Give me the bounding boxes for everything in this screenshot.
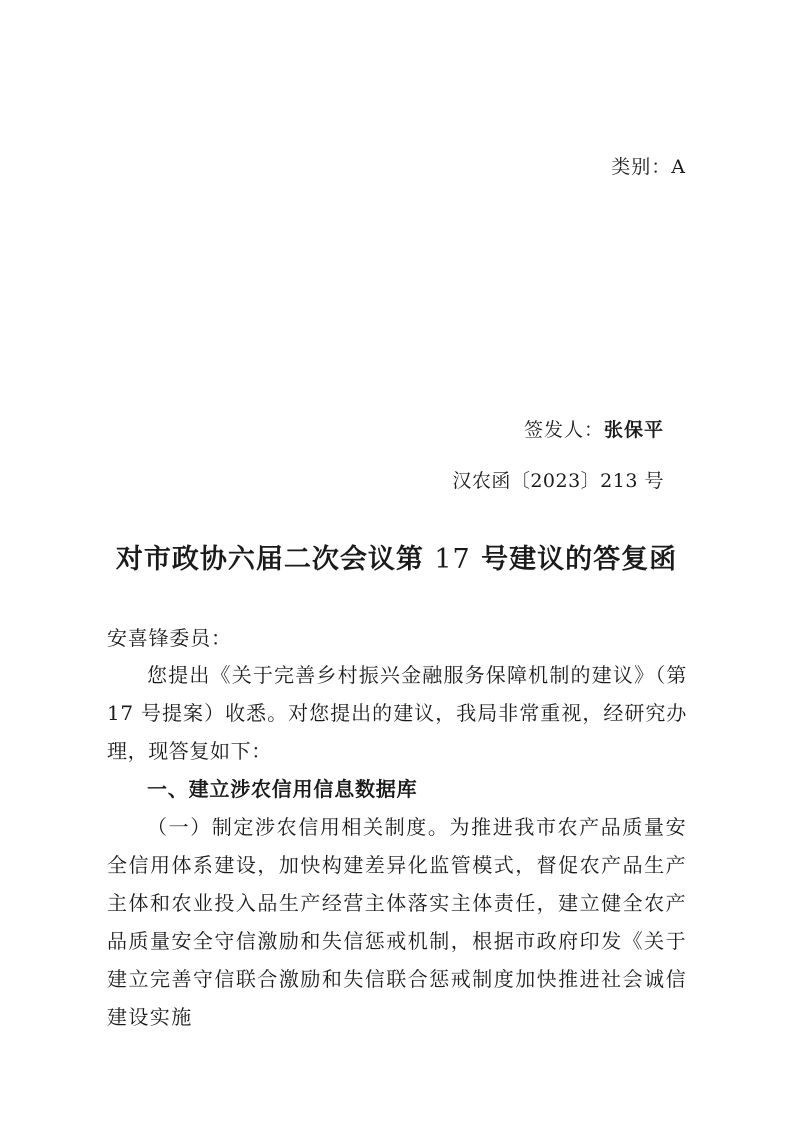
document-category: 类别：A (611, 156, 686, 178)
page-title (0, 537, 793, 576)
title-suffix: 号建议的答复函 (470, 544, 678, 575)
section-heading-1: 一、建立涉农信用信息数据库 (147, 777, 418, 801)
title-number: 17 (434, 544, 471, 575)
paragraph-intro: 您提出《关于完善乡村振兴金融服务保障机制的建议》（第 17 号提案）收悉。对您提出的建议，我局非常重视，经研究办理，现答复如下： (107, 663, 687, 763)
paragraph-section-1-1: （一）制定涉农信用相关制度。为推进我市农产品质量安全信用体系建设，加快构建差异化监管模式，督促农产品生产主体和农业投入品生产经营主体落实主体责任，建立健全农产品质量安全守信激励和失信惩戒机制，根据市政府印发《关于建立完善守信联合激励和失信联合惩戒制度加快推进社会诚信建设实施 (107, 815, 687, 1029)
salutation: 安喜锋委员： (107, 626, 232, 650)
document-number: 汉农函〔2023〕213 号 (452, 470, 664, 492)
signer-label: 签发人： (523, 419, 604, 441)
signer-name: 张保平 (603, 419, 664, 441)
signer-line (524, 415, 664, 442)
title-prefix: 对市政协六届二次会议第 (115, 544, 435, 575)
